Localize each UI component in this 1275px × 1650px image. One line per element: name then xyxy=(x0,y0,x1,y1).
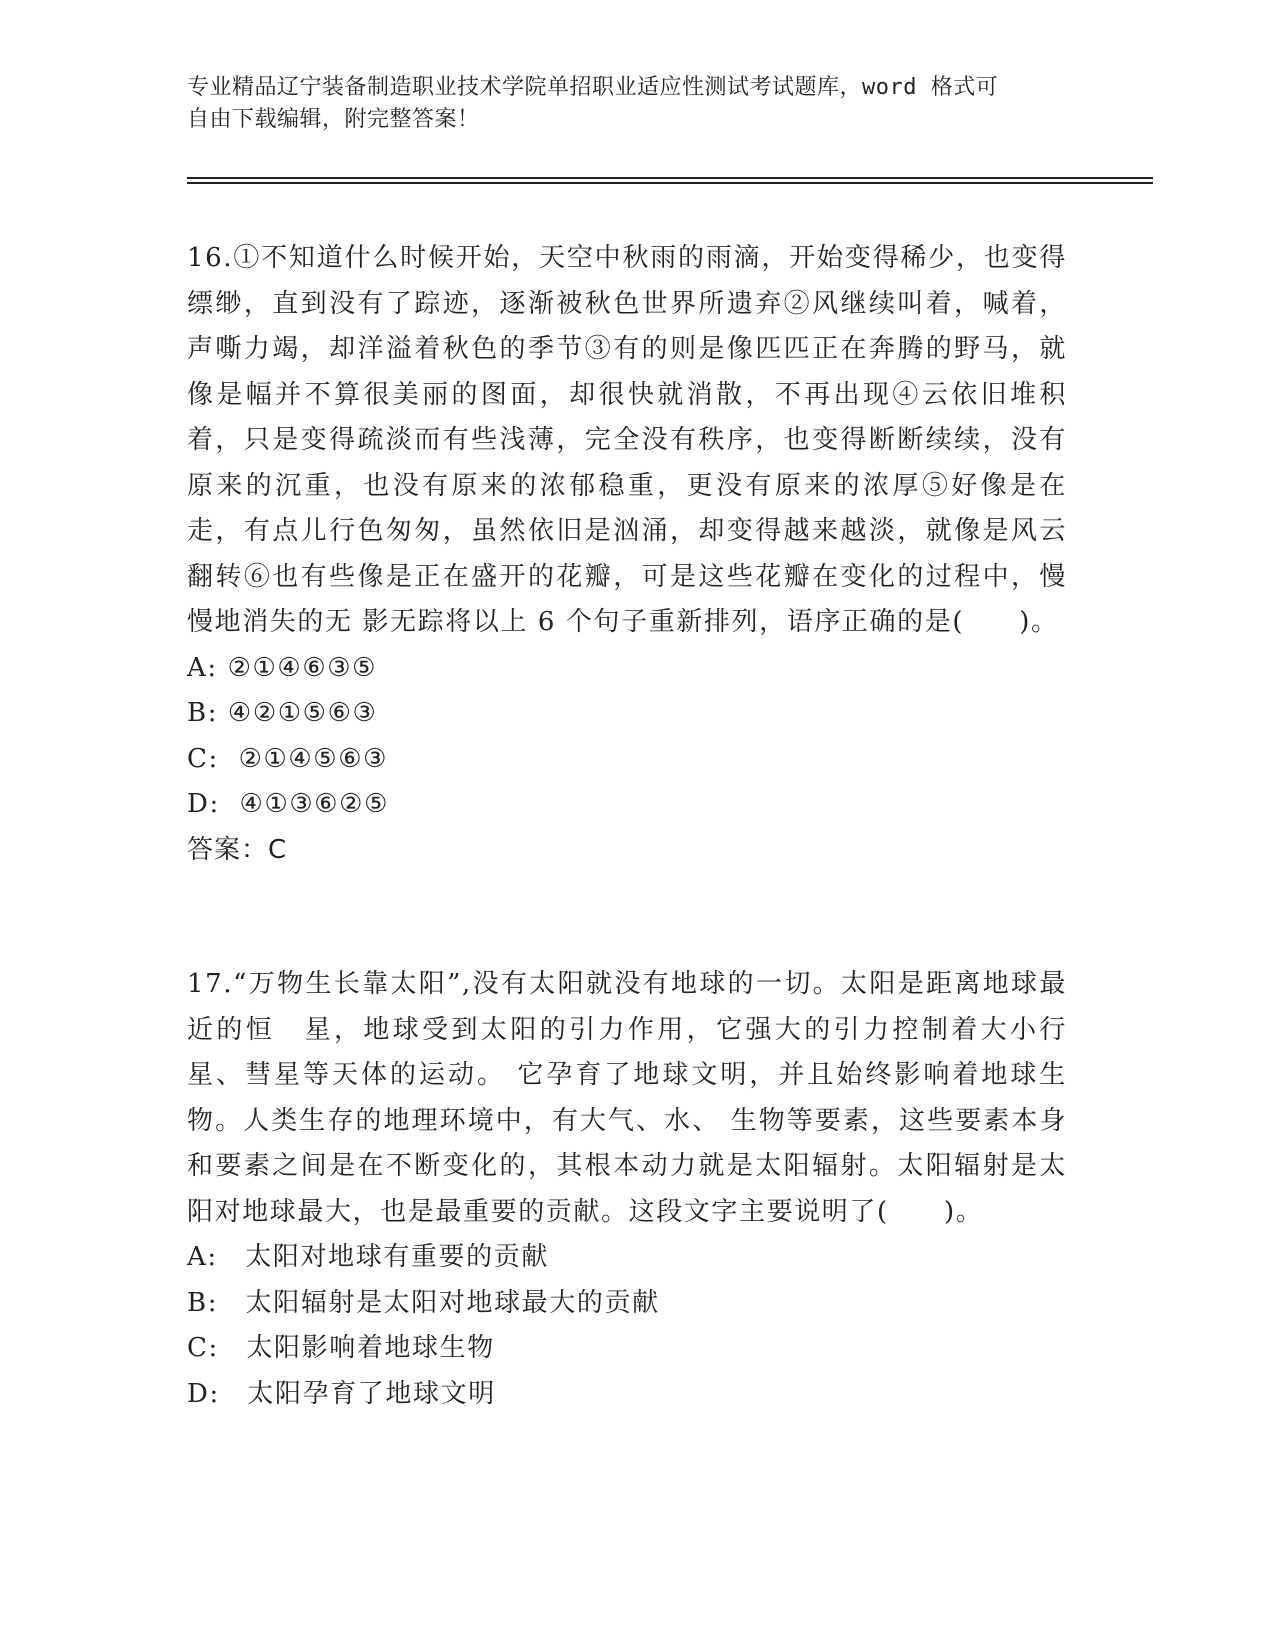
page-header xyxy=(187,72,1067,136)
option-c: C: ②①④⑤⑥③ xyxy=(187,743,389,774)
option-a: A: 太阳对地球有重要的贡献 xyxy=(187,1242,549,1272)
question-16 xyxy=(187,236,1067,873)
question-stem: 16.①不知道什么时候开始，天空中秋雨的雨滴，开始变得稀少，也变得缥缈，直到没有了踪迹，逐渐被秋色世界所遗弃②风继续叫着，喊着，声嘶力竭，却洋溢着秋色的季节③有的则是像匹匹正在奔腾的野马，就像是幅并不算很美丽的图面，却很快就消散，不再出现④云依旧堆积着，只是变得疏淡而有些浅薄，完全没有秩序，也变得断断续续，没有原来的沉重，也没有原来的浓郁稳重，更没有原来的浓厚⑤好像是在走，有点儿行色匆匆，虽然依旧是汹涌，却变得越来越淡，就像是风云翻转⑥也有些像是正在盛开的花瓣，可是这些花瓣在变化的过程中，慢慢地消失的无 影无踪将以上 6 个句子重新排列，语序正确的是( )。 xyxy=(187,243,1067,637)
option-b: B: ④②①⑤⑥③ xyxy=(187,698,378,728)
question-17 xyxy=(187,962,1067,1417)
header-divider-top xyxy=(187,177,1153,179)
option-d: D: 太阳孕育了地球文明 xyxy=(187,1378,496,1409)
option-a: A: ②①④⑥③⑤ xyxy=(187,652,378,683)
question-stem: 17.“万物生长靠太阳”,没有太阳就没有地球的一切。太阳是距离地球最近的恒 星，地球受到太阳的引力作用，它强大的引力控制着大小行星、彗星等天体的运动。 它孕育了地球文明，并且始终影响着地球生物。人类生存的地理环境中，有大气、水、 生物等要素，这些要素本身和要素之间是在不断变化的，其根本动力就是太阳辐射。太阳辐射是太阳对地球最大，也是最重要的贡献。这段文字主要说明了( )。 xyxy=(187,969,1067,1227)
option-c: C: 太阳影响着地球生物 xyxy=(187,1333,495,1363)
header-line-2: 自由下载编辑，附完整答案！ xyxy=(187,107,480,132)
header-divider-bottom xyxy=(187,182,1153,184)
option-d: D: ④①③⑥②⑤ xyxy=(187,789,389,819)
header-line-1: 专业精品辽宁装备制造职业技术学院单招职业适应性测试考试题库，word 格式可 xyxy=(187,75,999,100)
option-b: B: 太阳辐射是太阳对地球最大的贡献 xyxy=(187,1287,660,1318)
answer-line: 答案：C xyxy=(187,834,288,865)
